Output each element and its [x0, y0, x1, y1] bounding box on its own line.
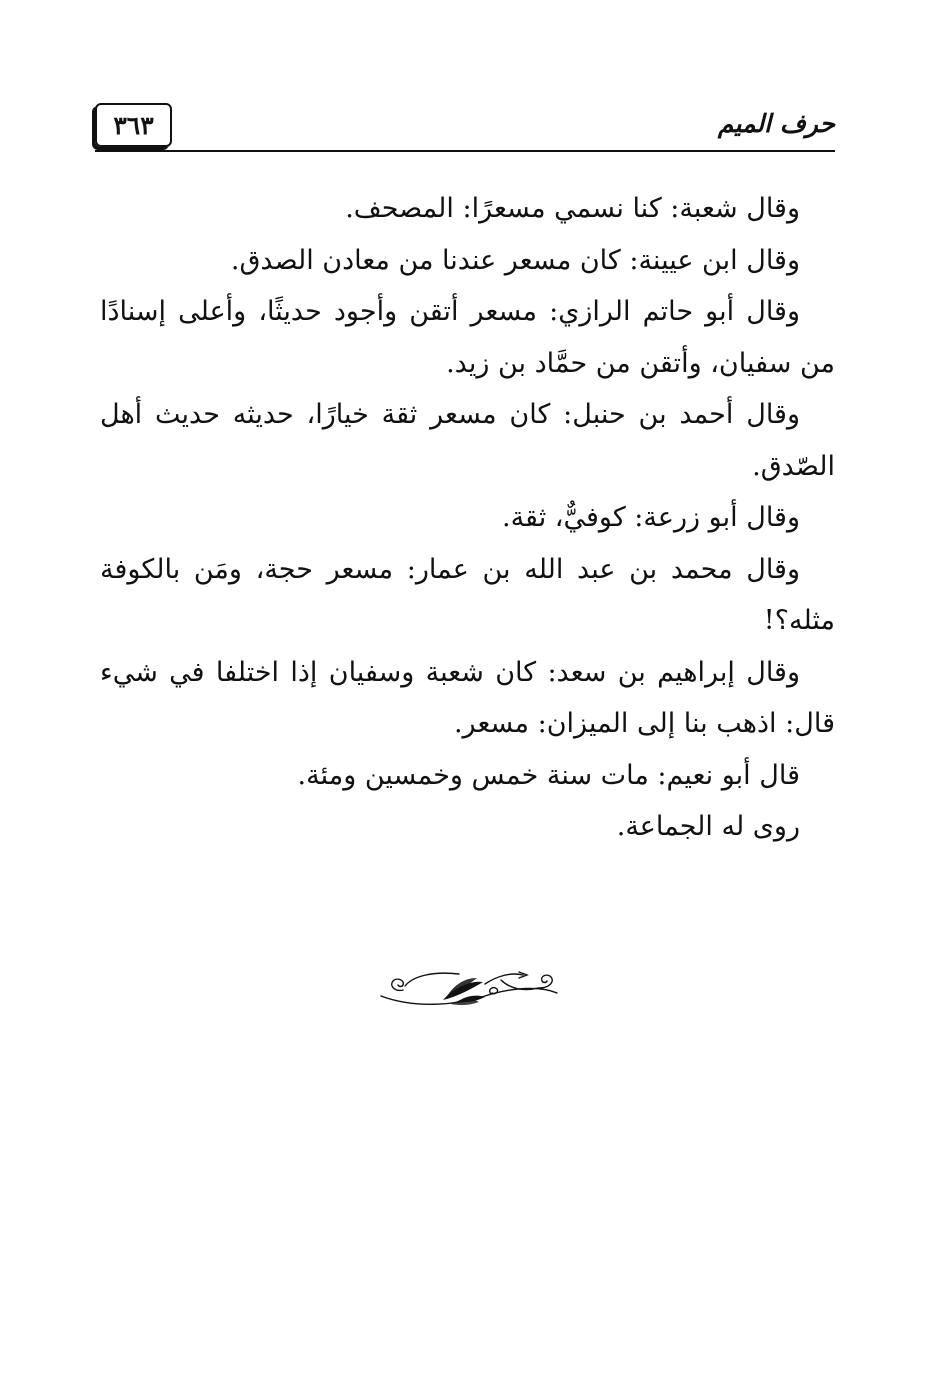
paragraph-ibn-ammar: وقال محمد بن عبد الله بن عمار: مسعر حجة، ومَن بالكوفة مثله؟!	[100, 553, 835, 636]
body-text	[100, 183, 835, 853]
paragraph-shuba: وقال شعبة: كنا نسمي مسعرًا: المصحف.	[345, 193, 800, 224]
paragraph-ibrahim: وقال إبراهيم بن سعد: كان شعبة وسفيان إذا اختلفا في شيء قال: اذهب بنا إلى الميزان: مسعر.	[100, 656, 835, 739]
paragraph-narrators: روى له الجماعة.	[616, 811, 800, 842]
floral-divider-icon	[373, 966, 565, 1010]
header-divider	[95, 150, 835, 152]
chapter-title: حرف الميم	[717, 109, 835, 138]
page-number: ٣٦٣	[95, 103, 172, 147]
paragraph-abu-hatim: وقال أبو حاتم الرازي: مسعر أتقن وأجود حديثًا، وأعلى إسنادًا من سفيان، وأتقن من حمَّاد بن زيد.	[100, 296, 835, 379]
page-header	[95, 95, 835, 155]
paragraph-abu-zura: وقال أبو زرعة: كوفيٌّ، ثقة.	[501, 502, 800, 533]
paragraph-abu-nuaym: قال أبو نعيم: مات سنة خمس وخمسين ومئة.	[297, 759, 800, 791]
paragraph-ahmad: وقال أحمد بن حنبل: كان مسعر ثقة خيارًا، حديثه حديث أهل الصّدق.	[100, 399, 835, 482]
paragraph-ibn-uyayna: وقال ابن عيينة: كان مسعر عندنا من معادن الصدق.	[230, 244, 800, 276]
